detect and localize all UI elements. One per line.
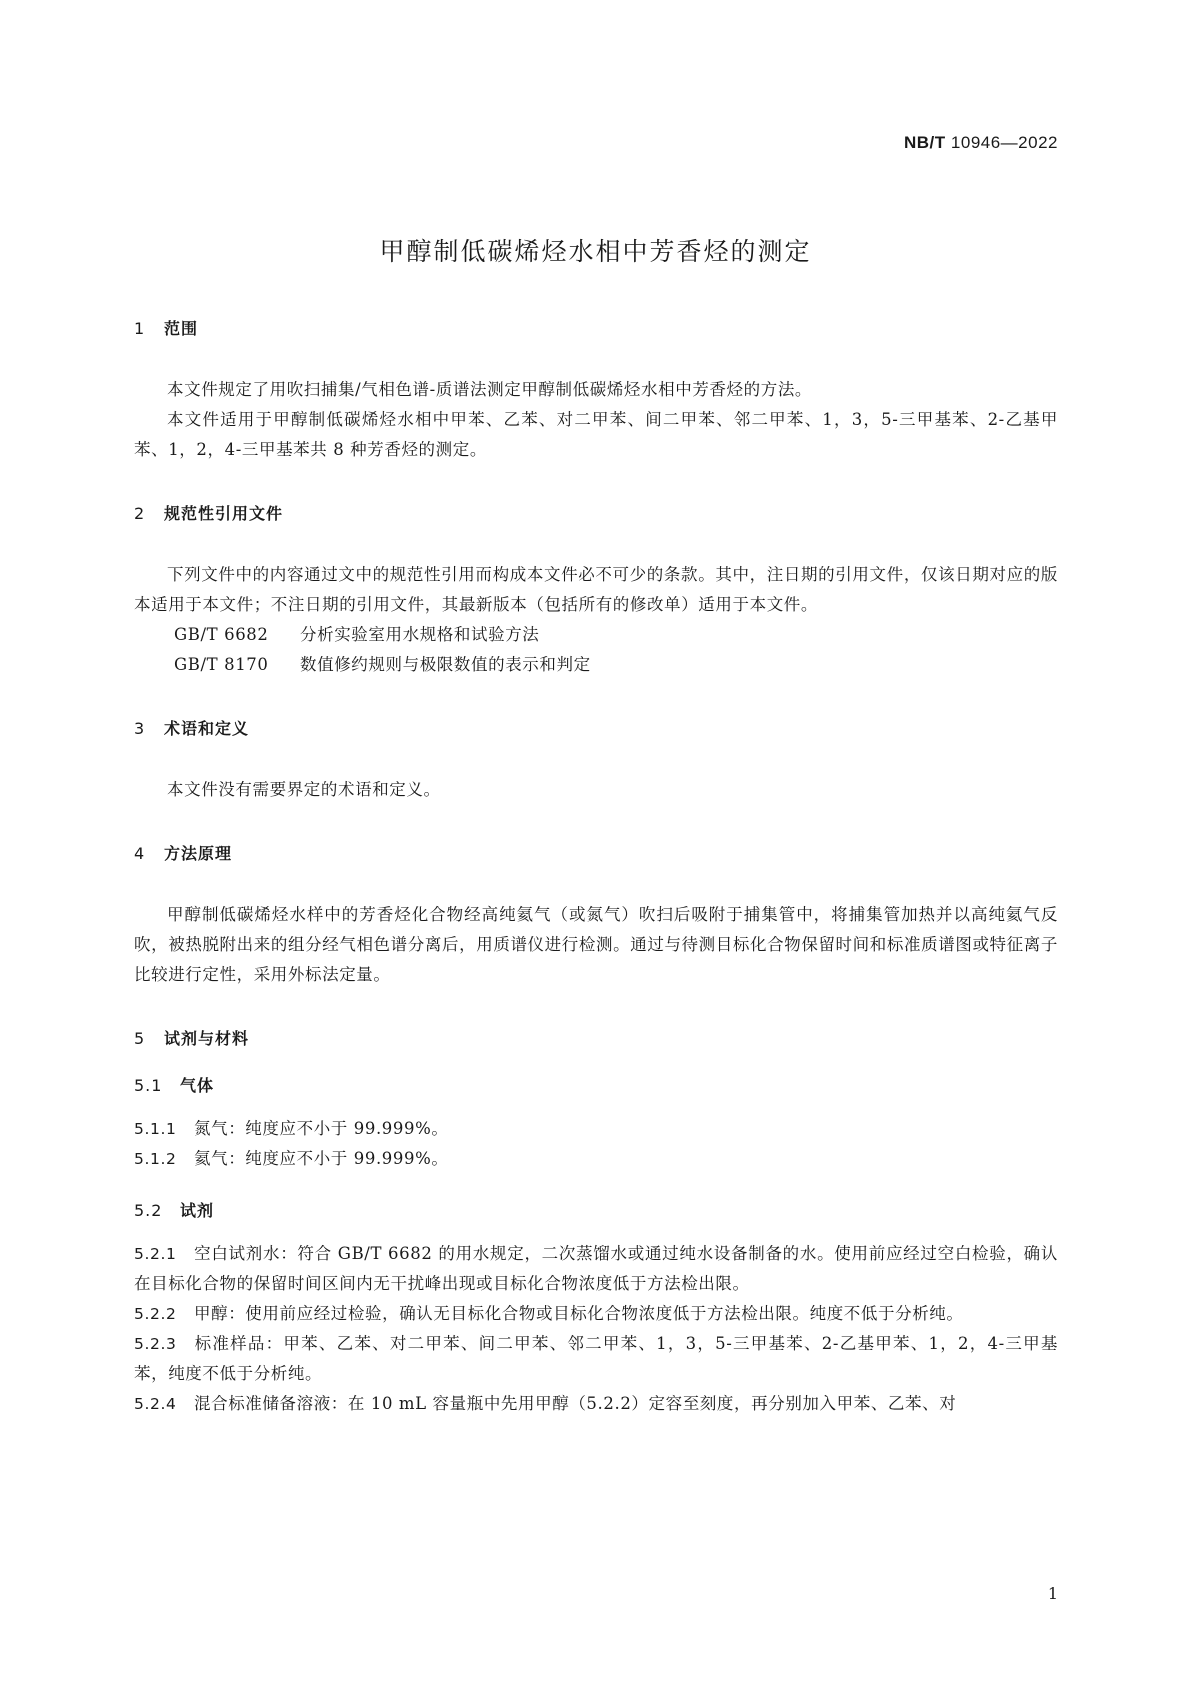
paragraph: 本文件适用于甲醇制低碳烯烃水相中甲苯、乙苯、对二甲苯、间二甲苯、邻二甲苯、1，3，5-三甲基苯、2-乙基甲苯、1，2，4-三甲基苯共 8 种芳香烃的测定。 (134, 410, 1058, 459)
clause-5-1-2 (134, 1144, 1058, 1174)
standard-number (904, 133, 1058, 153)
paragraph: 本文件没有需要界定的术语和定义。 (167, 780, 441, 799)
clause-text: 氦气：纯度应不小于 99.999%。 (194, 1149, 449, 1168)
clause-5-1-1 (134, 1114, 1058, 1144)
paragraph: 甲醇制低碳烯烃水样中的芳香烃化合物经高纯氦气（或氮气）吹扫后吸附于捕集管中，将捕集管加热并以高纯氦气反吹，被热脱附出来的组分经气相色谱分离后，用质谱仪进行检测。通过与待测目标化合物保留时间和标准质谱图或特征离子比较进行定性，采用外标法定量。 (134, 905, 1058, 984)
clause-5-2-2 (134, 1299, 1058, 1329)
clause-5-2-4 (134, 1389, 1058, 1419)
clause-number: 5.2.4 (134, 1395, 177, 1413)
clause-5-2-3 (134, 1329, 1058, 1389)
section-number: 4 (134, 844, 146, 863)
reference-title: 数值修约规则与极限数值的表示和判定 (300, 655, 591, 674)
section-title: 术语和定义 (164, 719, 250, 738)
paragraph: 下列文件中的内容通过文中的规范性引用而构成本文件必不可少的条款。其中，注日期的引用文件，仅该日期对应的版本适用于本文件；不注日期的引用文件，其最新版本（包括所有的修改单）适用于本文件。 (134, 565, 1058, 614)
section-number: 2 (134, 504, 146, 523)
page-number: 1 (1047, 1584, 1058, 1603)
clause-text: 标准样品：甲苯、乙苯、对二甲苯、间二甲苯、邻二甲苯、1，3，5-三甲基苯、2-乙基甲苯、1，2，4-三甲基苯，纯度不低于分析纯。 (134, 1334, 1058, 1383)
clause-text: 甲醇：使用前应经过检验，确认无目标化合物或目标化合物浓度低于方法检出限。纯度不低于分析纯。 (194, 1304, 964, 1323)
subsection-number: 5.2 (134, 1201, 163, 1220)
clause-text: 空白试剂水：符合 GB/T 6682 的用水规定，二次蒸馏水或通过纯水设备制备的水。使用前应经过空白检验，确认在目标化合物的保留时间区间内无干扰峰出现或目标化合物浓度低于方法检出限。 (134, 1244, 1058, 1293)
section-4-heading (134, 841, 1058, 864)
section-title: 试剂与材料 (164, 1029, 250, 1048)
clause-number: 5.2.2 (134, 1305, 177, 1323)
document-body (134, 316, 1058, 1419)
subsection-number: 5.1 (134, 1076, 163, 1095)
section-5-heading (134, 1026, 1058, 1049)
section-number: 1 (134, 319, 146, 338)
section-1-heading (134, 316, 1058, 339)
paragraph: 本文件规定了用吹扫捕集/气相色谱-质谱法测定甲醇制低碳烯烃水相中芳香烃的方法。 (167, 380, 813, 399)
subsection-title: 试剂 (180, 1201, 215, 1220)
section-number: 3 (134, 719, 146, 738)
clause-5-2-1 (134, 1239, 1058, 1299)
clause-number: 5.2.3 (134, 1335, 177, 1353)
clause-text: 混合标准储备溶液：在 10 mL 容量瓶中先用甲醇（5.2.2）定容至刻度，再分别加入甲苯、乙苯、对 (194, 1394, 957, 1413)
standard-code: 10946—2022 (950, 133, 1058, 152)
reference-code: GB/T 8170 (174, 655, 269, 674)
section-2-heading (134, 501, 1058, 524)
reference-code: GB/T 6682 (174, 625, 269, 644)
clause-number: 5.1.2 (134, 1150, 177, 1168)
section-title: 规范性引用文件 (164, 504, 284, 523)
subsection-title: 气体 (180, 1076, 215, 1095)
reference-title: 分析实验室用水规格和试验方法 (300, 625, 540, 644)
subsection-5-1-heading (134, 1073, 1058, 1096)
section-title: 方法原理 (164, 844, 233, 863)
clause-text: 氮气：纯度应不小于 99.999%。 (194, 1119, 449, 1138)
reference-item (134, 650, 1058, 680)
clause-number: 5.1.1 (134, 1120, 177, 1138)
section-title: 范围 (164, 319, 199, 338)
reference-item (134, 620, 1058, 650)
subsection-5-2-heading (134, 1198, 1058, 1221)
clause-number: 5.2.1 (134, 1245, 177, 1263)
section-3-heading (134, 716, 1058, 739)
standard-prefix: NB/T (904, 133, 946, 152)
section-number: 5 (134, 1029, 146, 1048)
document-title: 甲醇制低碳烯烃水相中芳香烃的测定 (379, 237, 812, 266)
